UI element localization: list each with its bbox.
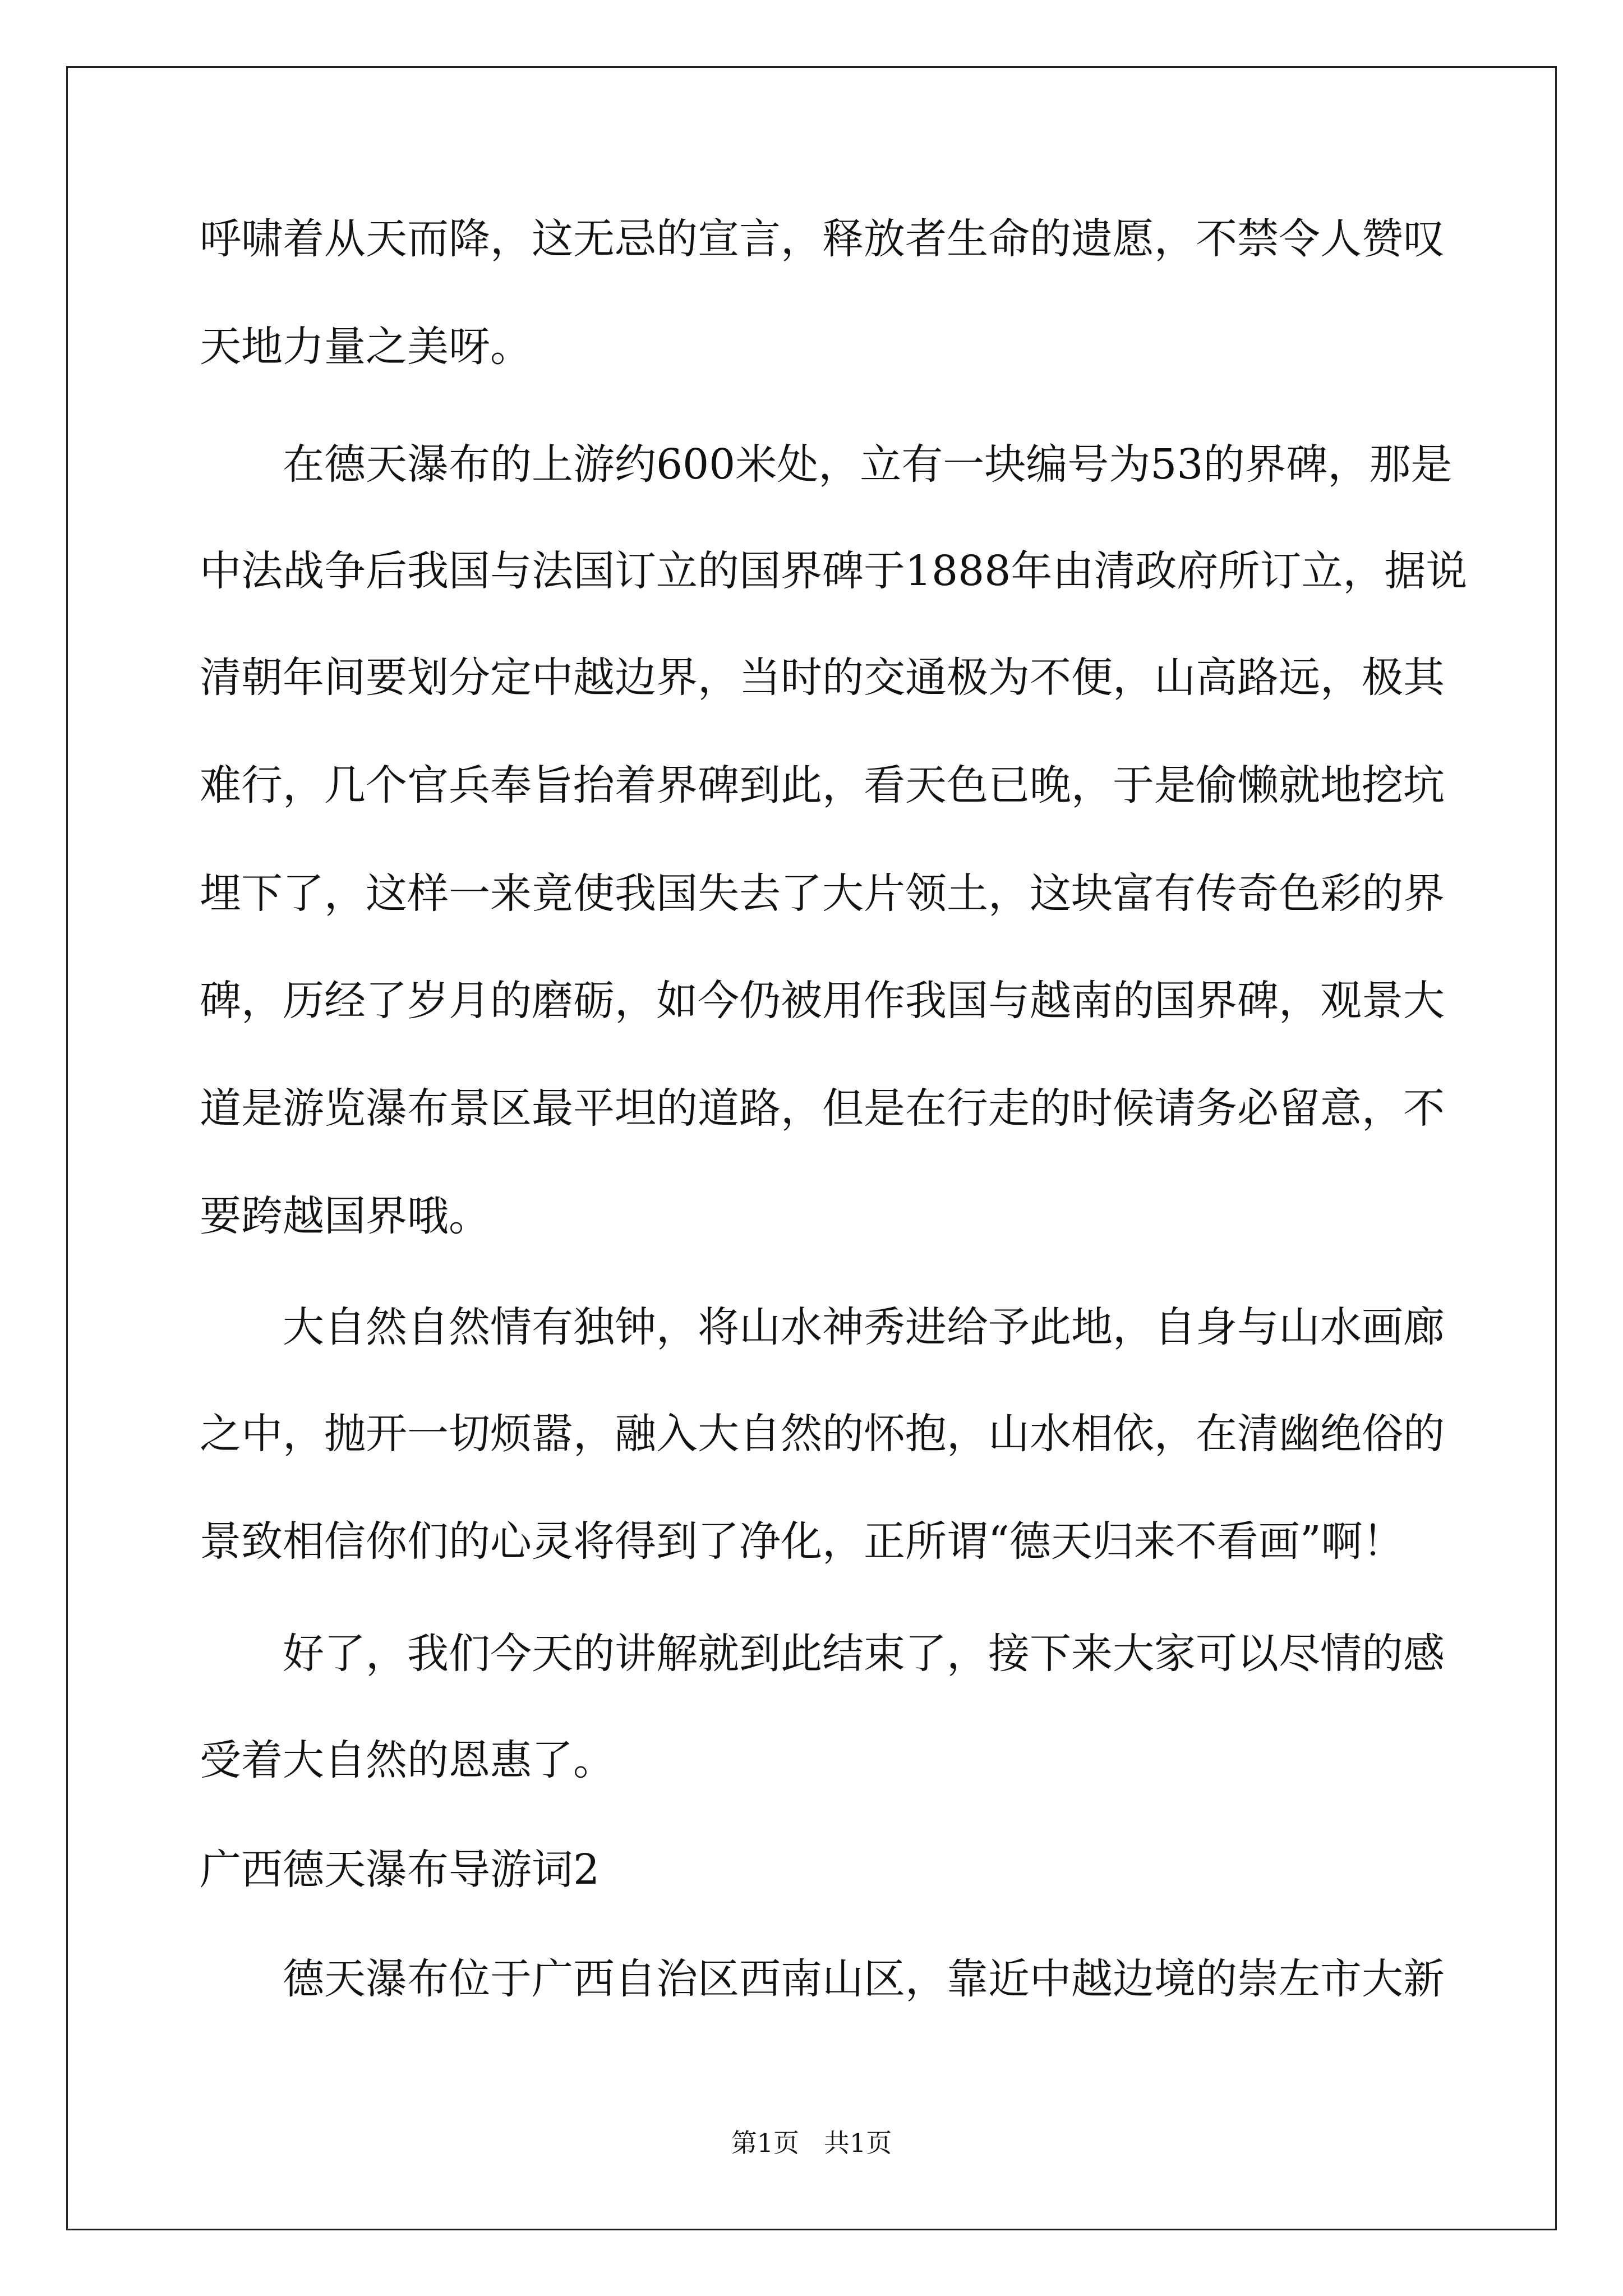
text-line: 在德天瀑布的上游约600米处，立有一块编号为53的界碑，那是 (283, 440, 1453, 489)
text-line: 要跨越国界哦。 (200, 1192, 490, 1240)
page-footer (0, 2126, 1623, 2160)
text-line: 中法战争后我国与法国订立的国界碑于1888年由清政府所订立，据说 (200, 547, 1468, 595)
text-line: 天地力量之美呀。 (200, 323, 532, 371)
text-line: 碑，历经了岁月的磨砺，如今仍被用作我国与越南的国界碑，观景大 (200, 977, 1445, 1025)
text-line: 好了，我们今天的讲解就到此结束了，接下来大家可以尽情的感 (283, 1630, 1445, 1678)
text-line: 景致相信你们的心灵将得到了净化，正所谓“德天归来不看画”啊！ (200, 1517, 1404, 1566)
page-total: 共1页 (823, 2128, 892, 2158)
text-line: 难行，几个官兵奉旨抬着界碑到此，看天色已晚，于是偷懒就地挖坑 (200, 761, 1445, 809)
text-line: 之中，抛开一切烦嚣，融入大自然的怀抱，山水相依，在清幽绝俗的 (200, 1410, 1445, 1458)
text-line: 呼啸着从天而降，这无忌的宣言，释放者生命的遗愿，不禁令人赞叹 (200, 215, 1445, 263)
section-heading: 广西德天瀑布导游词2 (200, 1846, 600, 1894)
text-line: 埋下了，这样一来竟使我国失去了大片领土，这块富有传奇色彩的界 (200, 869, 1445, 918)
text-line: 受着大自然的恩惠了。 (200, 1736, 615, 1784)
text-line: 清朝年间要划分定中越边界，当时的交通极为不便，山高路远，极其 (200, 654, 1445, 702)
text-line: 大自然自然情有独钟，将山水神秀进给予此地，自身与山水画廊 (283, 1303, 1445, 1351)
text-line: 德天瀑布位于广西自治区西南山区，靠近中越边境的崇左市大新 (283, 1955, 1445, 2003)
page-number: 第1页 (731, 2128, 800, 2158)
page-frame (66, 66, 1557, 2230)
text-line: 道是游览瀑布景区最平坦的道路，但是在行走的时候请务必留意，不 (200, 1084, 1445, 1133)
